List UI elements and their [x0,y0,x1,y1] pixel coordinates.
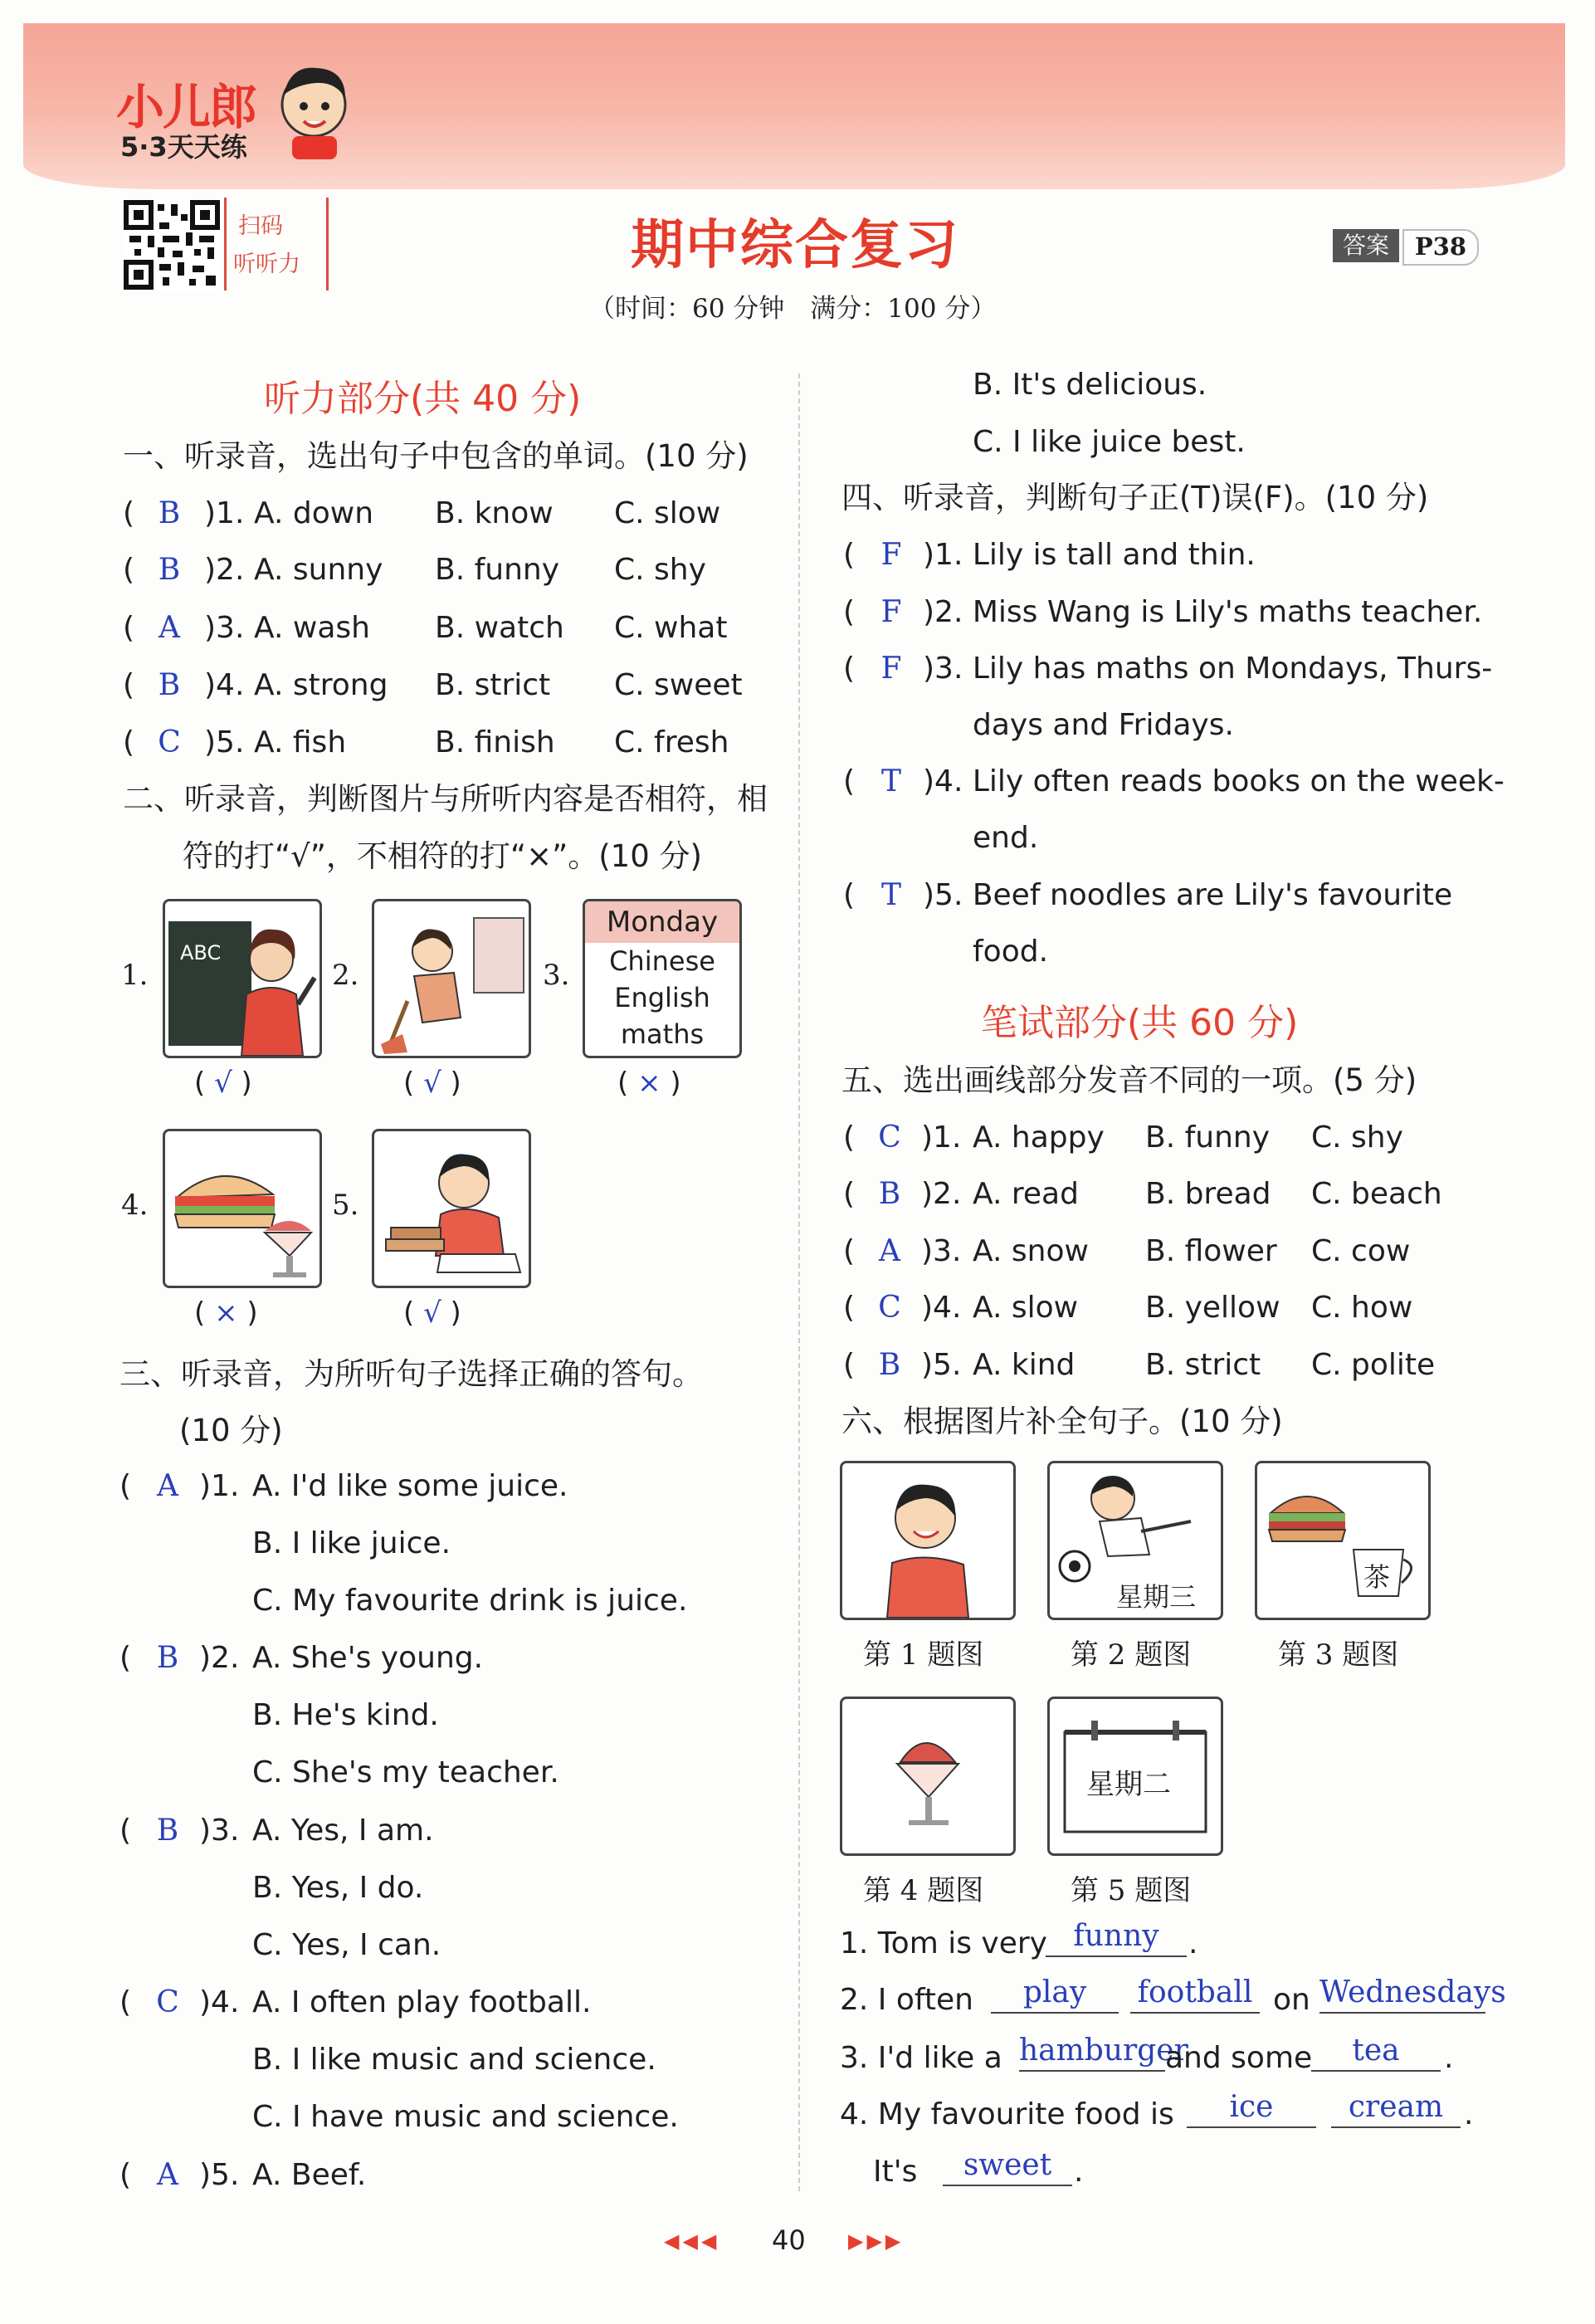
option-a: A. kind [973,1348,1076,1382]
option-b: B. watch [435,611,564,645]
option-a: A. wash [254,611,370,645]
section-5-title: 五、选出画线部分发音不同的一项。(5 分) [841,1062,1417,1098]
boy-sweeping-icon [374,901,529,1056]
schedule-subject: English [614,982,710,1013]
statement-continuation: food. [973,935,1049,969]
column-divider [798,374,800,2191]
pic-number: 4. [121,1189,149,1222]
pic-schedule-card [583,899,742,1058]
scan-to-listen-label[interactable]: 扫码 听听力 [224,198,329,290]
bracket: ( [120,1469,132,1503]
option-a: A. She's young. [252,1641,484,1675]
bracket: ( [123,553,135,587]
s6-q4-line2: It's [873,2155,918,2189]
s6-q1-end: . [1188,1926,1198,1960]
pic-number: 5. [332,1189,359,1222]
calendar-icon [1050,1699,1221,1853]
section-4-title: 四、听录音，判断句子正(T)误(F)。(10 分) [841,480,1429,515]
icecream-icon [842,1699,1013,1853]
pic-3-answer: ( × ) [617,1067,681,1100]
s6-q1-blank-1[interactable]: funny [1046,1917,1187,1957]
option-c: C. My favourite drink is juice. [252,1584,688,1618]
section-2-title-line2: 符的打“√”，不相符的打“×”。(10 分) [183,838,702,874]
option-b: B. I like juice. [252,1526,451,1560]
answer-true-false[interactable]: F [880,538,902,572]
s6-q3-end: . [1444,2041,1454,2075]
option-b: B. bread [1145,1177,1271,1211]
teacher-blackboard-icon [165,901,319,1056]
s6-caption: 第 2 题图 [1071,1638,1192,1672]
pic-number: 3. [543,959,570,992]
s6-q2-blank-3[interactable]: Wednesdays [1319,1974,1485,2014]
s6-q4-blank-2[interactable]: cream [1331,2088,1461,2128]
question-number: )1. [204,496,245,530]
s6-pic-5-calendar [1047,1697,1223,1856]
answer-choice[interactable]: B [156,1814,179,1848]
s6-pic-2-boy-football [1047,1461,1223,1620]
s6-caption: 第 3 题图 [1278,1638,1399,1672]
bracket: ( [123,668,135,702]
s6-q3-blank-1[interactable]: hamburger [1019,2032,1165,2072]
bracket: ( [843,652,856,686]
answer-choice[interactable]: B [156,1641,179,1675]
brand-logo: 小儿郎 [116,79,256,135]
bracket: ( [123,725,135,759]
writing-heading: 笔试部分(共 60 分) [981,1002,1299,1044]
question-number: )4. [204,668,245,702]
bracket: ( [123,496,135,530]
question-number: )2. [921,1177,962,1211]
answer-true-false[interactable]: F [880,595,902,629]
s6-caption: 第 4 题图 [863,1874,984,1907]
option-c: C. shy [1311,1120,1403,1155]
option-c: C. shy [614,553,706,587]
pic-number: 2. [332,959,359,992]
pic-boy-sweeping [372,899,531,1058]
s6-pic-4-icecream [840,1697,1016,1856]
option-a: A. strong [254,668,388,702]
page-number: 40 [772,2224,806,2256]
s6-q4-blank-3[interactable]: sweet [943,2146,1072,2186]
qr-code-icon[interactable] [123,199,221,290]
bracket: ( [120,1814,132,1848]
answer-choice[interactable]: B [158,668,181,702]
statement-continuation: days and Fridays. [973,708,1234,742]
pic-4-answer: ( × ) [194,1296,258,1330]
time-score-info: （时间：60 分钟 满分：100 分） [589,294,997,324]
s6-q3-text: 3. I'd like a [840,2041,1002,2075]
option-c: C. Yes, I can. [252,1928,441,1962]
option-c: C. what [614,611,728,645]
option-a: A. Beef. [252,2158,367,2192]
answer-label: 答案 [1333,229,1399,262]
option-a: A. read [973,1177,1079,1211]
answer-choice[interactable]: A [159,611,180,645]
answer-choice[interactable]: A [157,2158,178,2192]
question-number: )3. [199,1814,240,1848]
s3-item5-option-c: C. I like juice best. [973,425,1246,459]
schedule-day: Monday [585,901,739,943]
brand-subtitle: 5·3天天练 [120,131,247,163]
option-c: C. sweet [614,668,743,702]
section-2-title-line1: 二、听录音，判断图片与所听内容是否相符，相 [123,781,768,817]
bracket: ( [843,764,856,798]
option-a: A. Yes, I am. [252,1814,434,1848]
option-c: C. polite [1311,1348,1436,1382]
bracket: ( [120,1641,132,1675]
answer-choice[interactable]: A [157,1469,178,1503]
boy-laughing-icon [842,1463,1013,1618]
bracket: ( [843,1120,856,1155]
next-page-arrows-icon[interactable]: ▶▶▶ [848,2229,905,2253]
option-a: A. fish [254,725,347,759]
option-b: B. know [435,496,554,530]
statement-line: )2. Miss Wang is Lily's maths teacher. [923,595,1483,629]
answer-choice[interactable]: C [158,725,181,759]
s6-caption: 第 5 题图 [1071,1874,1192,1907]
schedule-subject: Chinese [609,945,715,977]
question-number: )3. [204,611,245,645]
tea-label: 茶 [1363,1561,1391,1593]
pic-number: 1. [121,959,149,992]
option-a: A. sunny [254,553,383,587]
option-b: B. I like music and science. [252,2043,656,2077]
option-b: B. yellow [1145,1291,1280,1325]
question-number: )2. [204,553,245,587]
bracket: ( [843,1234,856,1268]
answer-choice[interactable]: C [878,1120,901,1155]
statement-line: )3. Lily has maths on Mondays, Thurs- [923,652,1493,686]
statement-continuation: end. [973,821,1039,855]
s6-pic-3-hamburger-tea [1255,1461,1431,1620]
question-number: )5. [921,1348,962,1382]
s6-q2-blank-2[interactable]: football [1130,1974,1260,2014]
section-3-title-line2: (10 分) [179,1413,283,1448]
boy-football-icon [1050,1463,1221,1618]
schedule-subject: maths [620,1018,705,1050]
listening-heading: 听力部分(共 40 分) [264,378,582,420]
option-b: B. He's kind. [252,1698,439,1732]
answer-true-false[interactable]: F [880,652,902,686]
s6-caption: 第 1 题图 [863,1638,984,1672]
option-c: C. She's my teacher. [252,1755,559,1789]
s6-q4-text: 4. My favourite food is [840,2097,1174,2131]
option-a: A. down [254,496,374,530]
answer-choice[interactable]: B [878,1348,901,1382]
s6-q2-text: 2. I often [840,1983,973,2017]
hamburger-tea-icon [1257,1463,1428,1618]
s6-q4-line2-end: . [1074,2155,1084,2189]
section-1-title: 一、听录音，选出句子中包含的单词。(10 分) [123,438,749,474]
bracket: ( [843,538,856,572]
option-c: C. I have music and science. [252,2100,679,2134]
answer-choice[interactable]: C [156,1985,179,2019]
mascot-icon [274,53,357,161]
pic-5-answer: ( √ ) [403,1296,461,1330]
bracket: ( [843,878,856,912]
s6-pic-1-boy-laughing [840,1461,1016,1620]
statement-line: )5. Beef noodles are Lily's favourite [923,878,1453,912]
answer-true-false[interactable]: T [880,764,901,798]
question-number: )4. [921,1291,962,1325]
bracket: ( [123,611,135,645]
answer-choice[interactable]: B [158,553,181,587]
page-title: 期中综合复习 [631,215,959,276]
pic-sandwich-icecream [163,1129,322,1288]
pic-teacher-blackboard [163,899,322,1058]
pic-1-answer: ( √ ) [194,1067,252,1100]
s6-q2-on: on [1273,1983,1310,2017]
s3-item5-option-b: B. It's delicious. [973,368,1207,402]
s6-q2-blank-1[interactable]: play [991,1974,1119,2014]
answer-choice[interactable]: A [879,1234,900,1268]
section-6-title: 六、根据图片补全句子。(10 分) [841,1404,1283,1439]
option-c: C. how [1311,1291,1413,1325]
section-3-title-line1: 三、听录音，为所听句子选择正确的答句。 [120,1356,703,1392]
prev-page-arrows-icon[interactable]: ◀◀◀ [664,2229,720,2253]
option-c: C. cow [1311,1234,1411,1268]
s6-q4-blank-1[interactable]: ice [1187,2088,1316,2128]
s6-q4-end: . [1464,2097,1474,2131]
option-b: B. finish [435,725,555,759]
option-b: B. flower [1145,1234,1277,1268]
weekday-wednesday: 星期三 [1116,1581,1197,1613]
option-b: B. funny [435,553,560,587]
option-b: B. Yes, I do. [252,1871,424,1905]
weekday-tuesday: 星期二 [1086,1768,1171,1801]
question-number: )1. [921,1120,962,1155]
bracket: ( [843,1177,856,1211]
option-a: A. I'd like some juice. [252,1469,568,1503]
question-number: )5. [204,725,245,759]
bracket: ( [843,595,856,629]
s6-q3-blank-2[interactable]: tea [1311,2032,1441,2072]
pic-boy-reading [372,1129,531,1288]
option-c: C. slow [614,496,721,530]
boy-reading-icon [374,1131,529,1286]
statement-line: )4. Lily often reads books on the week- [923,764,1505,798]
option-b: B. strict [1145,1348,1261,1382]
answer-true-false[interactable]: T [880,878,901,912]
pic-2-answer: ( √ ) [403,1067,461,1100]
s6-q1-text: 1. Tom is very [840,1926,1047,1960]
option-a: A. I often play football. [252,1985,592,2019]
question-number: )1. [199,1469,240,1503]
option-b: B. funny [1145,1120,1271,1155]
answer-choice[interactable]: B [878,1177,901,1211]
question-number: )4. [199,1985,240,2019]
question-number: )2. [199,1641,240,1675]
blackboard-text: ABC [180,941,222,964]
bracket: ( [120,1985,132,2019]
bracket: ( [843,1291,856,1325]
s6-q3-mid: and some [1165,2041,1313,2075]
option-b: B. strict [435,668,551,702]
option-c: C. fresh [614,725,729,759]
option-c: C. beach [1311,1177,1442,1211]
answer-choice[interactable]: B [158,496,181,530]
bracket: ( [843,1348,856,1382]
option-a: A. slow [973,1291,1079,1325]
statement-line: )1. Lily is tall and thin. [923,538,1256,572]
option-a: A. snow [973,1234,1089,1268]
question-number: )5. [199,2158,240,2192]
answer-page-ref[interactable]: P38 [1402,229,1479,266]
option-a: A. happy [973,1120,1105,1155]
sandwich-icecream-icon [165,1131,319,1286]
bracket: ( [120,2158,132,2192]
answer-choice[interactable]: C [878,1291,901,1325]
question-number: )3. [921,1234,962,1268]
